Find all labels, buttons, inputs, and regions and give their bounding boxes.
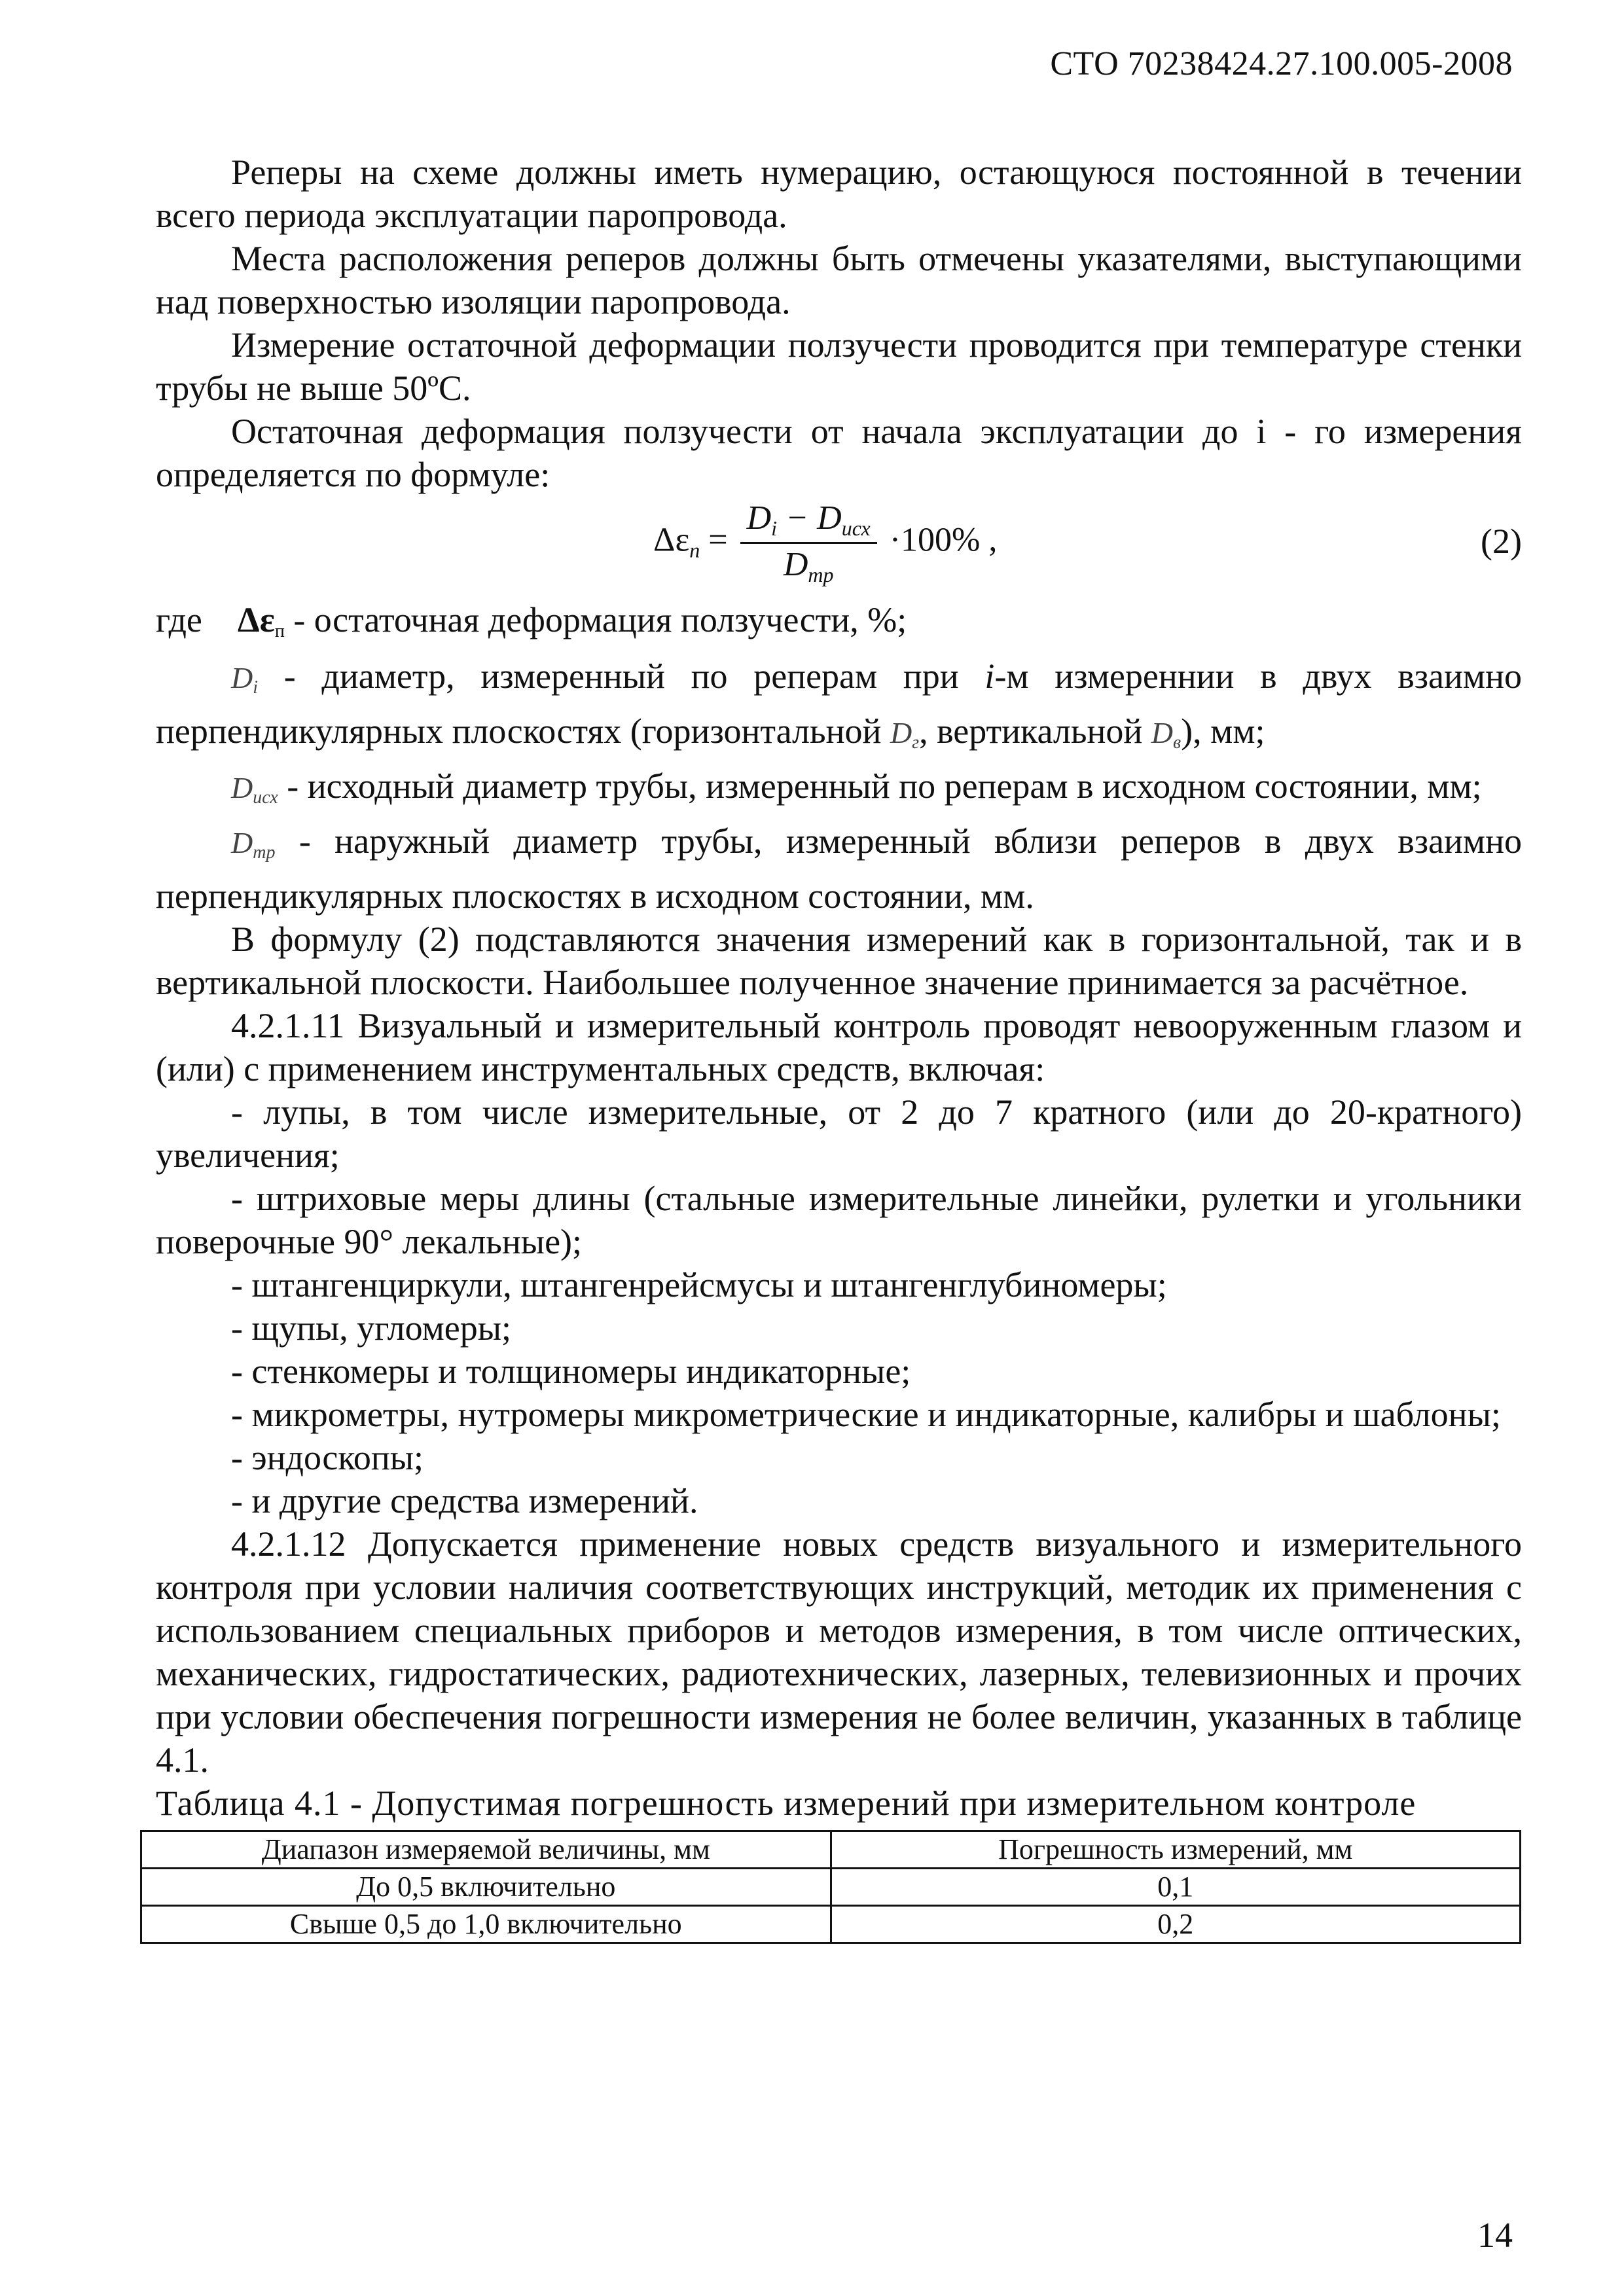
page-number: 14 <box>1477 2215 1513 2255</box>
table-cell: 0,1 <box>831 1869 1521 1906</box>
list-item: - и другие средства измерений. <box>231 1481 698 1520</box>
table-row <box>141 1906 1521 1943</box>
formula-numerator <box>740 499 877 544</box>
where-epsilon <box>156 597 1522 655</box>
table-cell: Свыше 0,5 до 1,0 включительно <box>141 1906 831 1943</box>
denominator-d: D <box>783 546 808 583</box>
di-desc-1: - диаметр, измеренный по реперам при <box>258 656 985 696</box>
paragraph-4-2-1-11: 4.2.1.11 Визуальный и измерительный контроль проводят невооруженным глазом и (или) с применением инструментальных средств, включая: <box>156 1006 1522 1088</box>
numerator-minus-d: − D <box>777 499 842 537</box>
di-desc-2: -м измереннии в двух взаимно перпендикулярных плоскостях (горизонтальной <box>156 656 1522 751</box>
formula-lhs: Δε <box>653 521 690 559</box>
epsilon-sub: п <box>274 621 285 641</box>
formula-denominator <box>740 544 877 587</box>
list-item: - штангенциркули, штангенрейсмусы и штангенглубиномеры; <box>231 1265 1167 1304</box>
paragraph: Остаточная деформация ползучести от начала эксплуатации до i - го измерения определяется по формуле: <box>156 412 1522 494</box>
table-caption: Таблица 4.1 - Допустимая погрешность измерений при измерительном контроле <box>156 1784 1416 1823</box>
dtr-symbol: D <box>231 826 253 859</box>
epsilon-symbol: Δε <box>237 600 275 639</box>
di-desc-4: ), мм; <box>1181 711 1265 751</box>
formula-lhs-sub: п <box>689 538 700 562</box>
list-item: - микрометры, нутромеры микрометрические и индикаторные, калибры и шаблоны; <box>231 1395 1501 1434</box>
numerator-d: D <box>746 499 772 537</box>
where-dtr <box>156 819 1522 918</box>
dg-symbol: D <box>890 716 912 749</box>
dg-sub: г <box>912 732 920 753</box>
equation-number: (2) <box>1481 522 1522 561</box>
dtr-desc: - наружный диаметр трубы, измеренный вблизи реперов в двух взаимно перпендикулярных плоскостях в исходном состоянии, мм. <box>156 821 1522 916</box>
dish-desc: - исходный диаметр трубы, измеренный по реперам в исходном состоянии, мм; <box>278 766 1482 806</box>
dv-sub: в <box>1173 732 1182 753</box>
paragraph: Реперы на схеме должны иметь нумерацию, остающуюся постоянной в течении всего периода эксплуатации паропровода. <box>156 152 1522 235</box>
epsilon-desc: - остаточная деформация ползучести, %; <box>284 600 907 639</box>
document-code-header: СТО 70238424.27.100.005-2008 <box>1050 45 1513 82</box>
paragraph: Измерение остаточной деформации ползучести проводится при температуре стенки трубы не выше 50ºС. <box>156 325 1522 408</box>
list-item: - эндоскопы; <box>231 1438 424 1477</box>
di-i: i <box>984 656 995 696</box>
dv-symbol: D <box>1151 716 1174 749</box>
dish-symbol: D <box>231 771 253 804</box>
table-header-row <box>141 1831 1521 1869</box>
table-header-cell: Погрешность измерений, мм <box>831 1831 1521 1869</box>
paragraph: В формулу (2) подставляются значения измерений как в горизонтальной, так и в вертикальной плоскости. Наибольшее полученное значение принимается за расчётное. <box>156 920 1522 1002</box>
where-di <box>156 655 1522 764</box>
body-text <box>156 151 1522 1944</box>
formula-tail: ·100% , <box>889 521 998 559</box>
dtr-sub: тр <box>253 842 276 863</box>
paragraph: Места расположения реперов должны быть отмечены указателями, выступающими над поверхностью изоляции паропровода. <box>156 239 1522 321</box>
formula-block <box>156 499 1522 590</box>
table-cell: До 0,5 включительно <box>141 1869 831 1906</box>
formula-equals: = <box>708 521 728 559</box>
table-header-cell: Диапазон измеряемой величины, мм <box>141 1831 831 1869</box>
tolerance-table <box>140 1830 1521 1944</box>
list-item: - штриховые меры длины (стальные измерительные линейки, рулетки и угольники поверочные 90° лекальные); <box>156 1179 1522 1261</box>
list-item: - лупы, в том числе измерительные, от 2 до 7 кратного (или до 20-кратного) увеличения; <box>156 1092 1522 1175</box>
list-item: - стенкомеры и толщиномеры индикаторные; <box>231 1352 911 1391</box>
list-item: - щупы, угломеры; <box>231 1308 511 1348</box>
formula-fraction <box>740 499 877 587</box>
denominator-sub-tr: тр <box>808 563 834 586</box>
where-dish <box>156 764 1522 819</box>
numerator-sub-i: i <box>771 516 778 540</box>
di-symbol: D <box>231 661 253 694</box>
numerator-sub-ish: исх <box>841 516 871 540</box>
dish-sub: исх <box>253 787 278 808</box>
table-cell: 0,2 <box>831 1906 1521 1943</box>
table-row <box>141 1869 1521 1906</box>
di-sub: i <box>253 677 259 698</box>
formula <box>653 499 997 587</box>
di-desc-3: , вертикальной <box>919 711 1151 751</box>
where-prefix: где <box>156 600 202 639</box>
paragraph-4-2-1-12: 4.2.1.12 Допускается применение новых средств визуального и измерительного контроля при условии наличия соответствующих инструкций, методик их применения с использованием специальных приборов и методов измерения, в том числе оптических, механических, гидростатических, радиотехнических, лазерных, телевизионных и прочих при условии обеспечения погрешности измерения не более величин, указанных в таблице 4.1. <box>156 1524 1522 1780</box>
